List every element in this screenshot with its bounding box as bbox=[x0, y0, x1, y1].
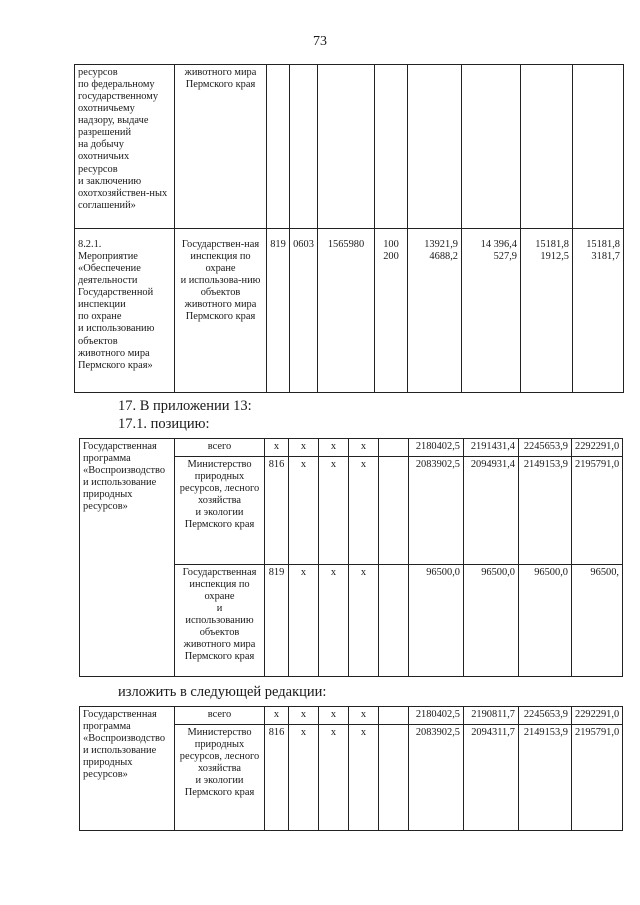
year2-cell: 2094311,7 bbox=[464, 725, 519, 831]
year3-cell: 2245653,9 bbox=[519, 439, 572, 457]
code-cell: x bbox=[349, 439, 379, 457]
year2-cell: 2191431,4 bbox=[464, 439, 519, 457]
csr-cell: 1565980 bbox=[318, 229, 375, 393]
code-cell: x bbox=[349, 725, 379, 831]
table-row bbox=[75, 229, 624, 393]
code-cell: x bbox=[289, 565, 319, 677]
program-name-cell: Государственная программа «Воспроизводство и использование природных ресурсов» bbox=[80, 439, 175, 677]
year3-cell: 96500,0 bbox=[519, 565, 572, 677]
empty-cell bbox=[379, 457, 409, 565]
grbs-cell: x bbox=[265, 439, 289, 457]
table-row bbox=[80, 707, 623, 725]
grbs-cell: 819 bbox=[265, 565, 289, 677]
code-cell: x bbox=[319, 707, 349, 725]
year4-cell: 2195791,0 bbox=[572, 725, 623, 831]
measure-name-cell: 8.2.1. Мероприятие «Обеспечение деятельности Государственной инспекции по охране и использованию объектов животного мира Пермского края» bbox=[75, 229, 175, 393]
code-cell: x bbox=[349, 457, 379, 565]
program-name-cell: Государственная программа «Воспроизводство и использование природных ресурсов» bbox=[80, 707, 175, 831]
year2-cell: 14 396,4 527,9 bbox=[462, 229, 521, 393]
executor-cell: Министерство природных ресурсов, лесного хозяйства и экологии Пермского края bbox=[175, 725, 265, 831]
table-position-new bbox=[79, 706, 623, 831]
year3-cell: 2149153,9 bbox=[519, 457, 572, 565]
empty-cell bbox=[462, 65, 521, 229]
paragraph-17-1: 17.1. позицию: bbox=[118, 416, 210, 432]
code-cell: x bbox=[349, 565, 379, 677]
year1-cell: 96500,0 bbox=[409, 565, 464, 677]
paragraph-17: 17. В приложении 13: bbox=[118, 398, 252, 414]
table-position-old bbox=[79, 438, 623, 677]
executor-cell: животного мира Пермского края bbox=[175, 65, 267, 229]
code-cell: x bbox=[289, 439, 319, 457]
year4-cell: 2292291,0 bbox=[572, 707, 623, 725]
year4-cell: 2292291,0 bbox=[572, 439, 623, 457]
grbs-cell: x bbox=[265, 707, 289, 725]
executor-cell: Государственная инспекция по охране и использованию объектов животного мира Пермского края bbox=[175, 565, 265, 677]
rzpr-cell: 0603 bbox=[290, 229, 318, 393]
code-cell: x bbox=[349, 707, 379, 725]
code-cell: x bbox=[319, 457, 349, 565]
executor-cell: всего bbox=[175, 707, 265, 725]
table-row bbox=[80, 439, 623, 457]
executor-cell: Государствен-ная инспекция по охране и использова-нию объектов животного мира Пермского края bbox=[175, 229, 267, 393]
year1-cell: 2180402,5 bbox=[409, 439, 464, 457]
empty-cell bbox=[290, 65, 318, 229]
empty-cell bbox=[375, 65, 408, 229]
year4-cell: 2195791,0 bbox=[572, 457, 623, 565]
grbs-cell: 816 bbox=[265, 725, 289, 831]
code-cell: x bbox=[319, 439, 349, 457]
year4-cell: 15181,8 3181,7 bbox=[573, 229, 624, 393]
code-cell: x bbox=[289, 457, 319, 565]
code-cell: x bbox=[289, 707, 319, 725]
paragraph-new-edition: изложить в следующей редакции: bbox=[118, 684, 327, 700]
executor-cell: Министерство природных ресурсов, лесного хозяйства и экологии Пермского края bbox=[175, 457, 265, 565]
year3-cell: 2149153,9 bbox=[519, 725, 572, 831]
year3-cell: 15181,8 1912,5 bbox=[521, 229, 573, 393]
empty-cell bbox=[379, 565, 409, 677]
grbs-cell: 819 bbox=[267, 229, 290, 393]
empty-cell bbox=[267, 65, 290, 229]
empty-cell bbox=[573, 65, 624, 229]
code-cell: x bbox=[319, 725, 349, 831]
year1-cell: 2083902,5 bbox=[409, 725, 464, 831]
year1-cell: 2083902,5 bbox=[409, 457, 464, 565]
measure-name-cell: ресурсов по федеральному государственному охотничьему надзору, выдаче разрешений на добычу охотничьих ресурсов и заключению охотхозяйствен-ных соглашений» bbox=[75, 65, 175, 229]
table-subprogram-continuation bbox=[74, 64, 624, 393]
year1-cell: 2180402,5 bbox=[409, 707, 464, 725]
empty-cell bbox=[379, 439, 409, 457]
empty-cell bbox=[318, 65, 375, 229]
vr-cell: 100 200 bbox=[375, 229, 408, 393]
year2-cell: 2190811,7 bbox=[464, 707, 519, 725]
code-cell: x bbox=[319, 565, 349, 677]
empty-cell bbox=[379, 725, 409, 831]
empty-cell bbox=[521, 65, 573, 229]
year2-cell: 96500,0 bbox=[464, 565, 519, 677]
page-number: 73 bbox=[313, 34, 327, 49]
grbs-cell: 816 bbox=[265, 457, 289, 565]
year4-cell: 96500, bbox=[572, 565, 623, 677]
year2-cell: 2094931,4 bbox=[464, 457, 519, 565]
year1-cell: 13921,9 4688,2 bbox=[408, 229, 462, 393]
empty-cell bbox=[379, 707, 409, 725]
year3-cell: 2245653,9 bbox=[519, 707, 572, 725]
empty-cell bbox=[408, 65, 462, 229]
code-cell: x bbox=[289, 725, 319, 831]
table-row bbox=[75, 65, 624, 229]
executor-cell: всего bbox=[175, 439, 265, 457]
